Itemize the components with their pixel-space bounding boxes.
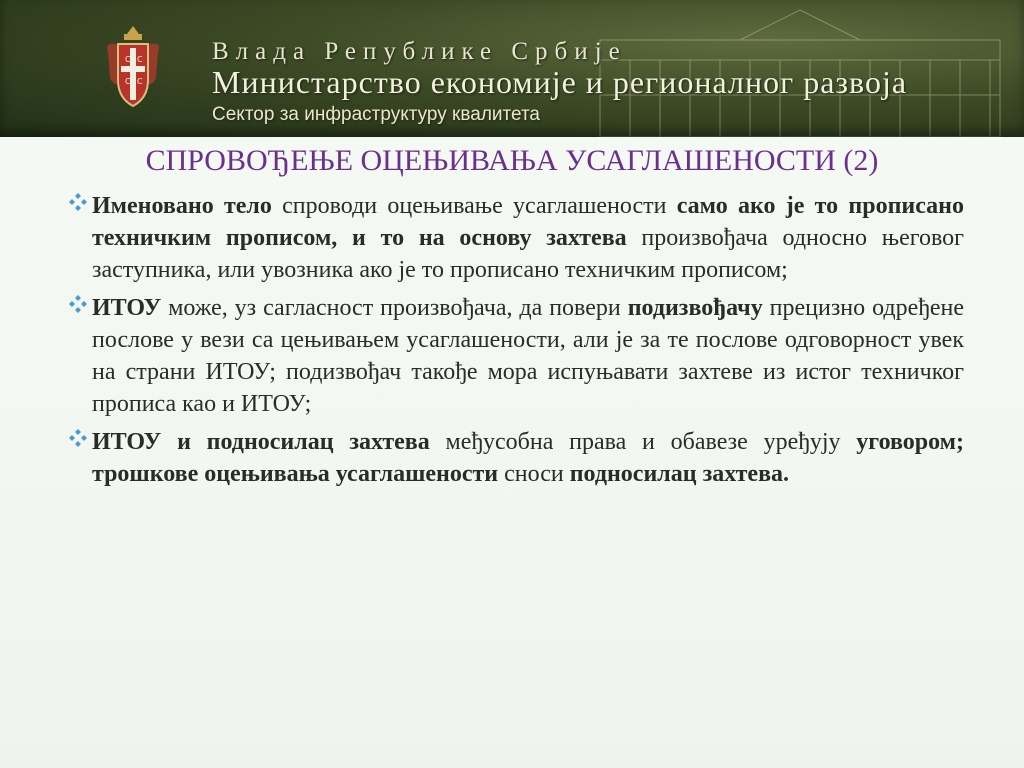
header-ministry-name: Министарство економије и регионалног развоја (212, 64, 908, 100)
slide-body (66, 190, 964, 496)
bullet-plain-text: прецизно одређене послове у вези са цењивањем усаглашености, али је за те послове одговорност увек на страни ИТОУ; подизвођач такође мора испуњавати захтеве из истог техничког прописа као и ИТОУ; (92, 295, 964, 417)
bullet-plain-text: спроводи оцењивање усаглашености (271, 193, 677, 219)
bullet-plain-text: међусобна права и обавезе уређују (429, 429, 857, 455)
bullet-bold-text: уговором; трошкове оцењивања усаглашености (92, 429, 965, 487)
bullet-bold-text: ИТОУ и подносилац захтева (92, 429, 430, 455)
bullet-bold-text: подизвођачу (627, 295, 763, 321)
bullet-plain-text: сноси (498, 461, 570, 487)
bullet-plain-text: може, уз сагласност произвођача, да повери (161, 295, 628, 321)
bullet-plain-text: произвођача односно његовог заступника, или увозника ако је то прописано техничким прописом; (92, 225, 965, 283)
bullet-item (66, 426, 964, 490)
svg-text:С: С (125, 55, 131, 64)
bullet-item (66, 292, 964, 420)
bullet-item (66, 190, 964, 286)
serbian-coat-of-arms-icon (104, 22, 162, 114)
bullet-bold-text: Именовано тело (92, 193, 272, 219)
diamond-bullet-icon (68, 428, 88, 448)
header-sector-name: Сектор за инфраструктуру квалитета (212, 104, 541, 125)
bullet-bold-text: само ако је то прописано техничким прописом, и то на основу захтева (92, 193, 965, 251)
slide-header-banner (0, 0, 1024, 137)
bullet-text (92, 429, 964, 487)
bullet-bold-text: подносилац захтева. (569, 461, 790, 487)
bullet-bold-text: ИТОУ (92, 295, 162, 321)
diamond-bullet-icon (68, 192, 88, 212)
svg-text:С: С (125, 77, 131, 86)
bullet-text (92, 295, 964, 417)
svg-text:С: С (137, 77, 143, 86)
diamond-bullet-icon (68, 294, 88, 314)
bullet-text (92, 193, 964, 283)
slide-title: СПРОВОЂЕЊЕ ОЦЕЊИВАЊА УСАГЛАШЕНОСТИ (2) (145, 144, 879, 177)
header-government-name: Влада Републике Србије (212, 38, 627, 65)
svg-text:С: С (137, 55, 143, 64)
